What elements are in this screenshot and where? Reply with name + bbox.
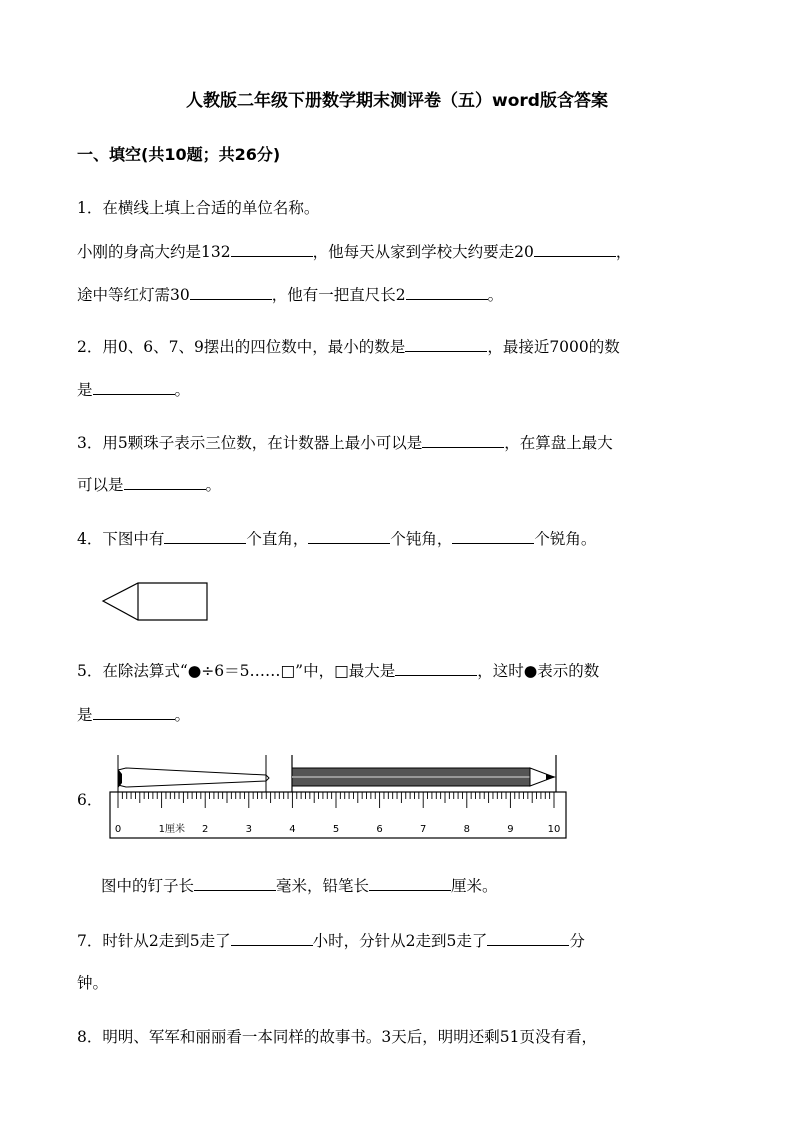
q8-line1: 8．明明、军军和丽丽看一本同样的故事书。3天后，明明还剩51页没有看，	[77, 1028, 597, 1046]
ruler-label: 6	[376, 824, 383, 835]
q1-text: 小刚的身高大约是132	[77, 243, 231, 261]
q2-text: 2．用0、6、7、9摆出的四位数中，最小的数是	[77, 338, 406, 356]
q2-text: ，最接近7000的数	[487, 338, 620, 356]
q5-line1	[77, 659, 599, 681]
q7-line2: 钟。	[77, 974, 109, 992]
ruler-label: 1厘米	[158, 824, 185, 835]
q3-text: 3．用5颗珠子表示三位数，在计数器上最小可以是	[77, 434, 423, 452]
answer-blank[interactable]	[308, 529, 390, 544]
ruler-label: 4	[289, 824, 296, 835]
q1-line3	[77, 283, 503, 305]
answer-blank[interactable]	[406, 285, 488, 300]
answer-blank[interactable]	[164, 529, 246, 544]
q5-text: ，这时●表示的数	[477, 662, 600, 680]
q2-text: 。	[174, 381, 191, 399]
q6-line	[101, 874, 498, 896]
q4-line	[77, 527, 596, 549]
answer-blank[interactable]	[194, 876, 276, 891]
q2-line1	[77, 335, 620, 357]
q1-text: ，	[615, 243, 632, 261]
ruler-label: 3	[245, 824, 252, 835]
q1-text: 途中等红灯需30	[77, 286, 190, 304]
q3-text: ，在算盘上最大	[504, 434, 613, 452]
answer-blank[interactable]	[93, 705, 175, 720]
q3-line2	[77, 473, 221, 495]
q1-text: ，他每天从家到学校大约要走20	[312, 243, 534, 261]
answer-blank[interactable]	[369, 876, 451, 891]
ruler-label: 5	[332, 824, 340, 835]
answer-blank[interactable]	[395, 661, 477, 676]
answer-blank[interactable]	[231, 931, 313, 946]
answer-blank[interactable]	[405, 337, 487, 352]
ruler-label: 7	[420, 824, 427, 835]
q5-line2	[77, 703, 190, 725]
ruler-label: 10	[547, 824, 561, 835]
q3-text: 可以是	[77, 476, 124, 494]
answer-blank[interactable]	[93, 380, 175, 395]
ruler-label: 8	[463, 824, 470, 835]
q5-text: 是	[77, 706, 93, 724]
q7-text: 7．时针从2走到5走了	[77, 932, 231, 950]
q3-text: 。	[205, 476, 222, 494]
q2-text: 是	[77, 381, 93, 399]
section-heading: 一、填空(共10题；共26分)	[77, 145, 281, 164]
q4-text: 个钝角，	[390, 530, 453, 548]
q7-text: 分	[569, 932, 585, 950]
answer-blank[interactable]	[487, 931, 569, 946]
q1-line2	[77, 240, 631, 262]
q4-text: 个直角，	[246, 530, 309, 548]
q4-text: 个锐角。	[534, 530, 597, 548]
answer-blank[interactable]	[124, 475, 206, 490]
q5-text: 。	[174, 706, 191, 724]
ruler-label: 2	[202, 824, 209, 835]
q7-line1	[77, 929, 585, 951]
q3-line1	[77, 431, 613, 453]
ruler-figure	[106, 752, 570, 840]
document-title: 人教版二年级下册数学期末测评卷（五）word版含答案	[186, 91, 608, 111]
q4-text: 4．下图中有	[77, 530, 165, 548]
q6-number: 6．	[77, 791, 103, 809]
q7-text: 小时，分针从2走到5走了	[312, 932, 488, 950]
q6-text: 厘米。	[451, 877, 498, 895]
answer-blank[interactable]	[452, 529, 534, 544]
q6-text: 图中的钉子长	[101, 877, 195, 895]
ruler-label: 0	[114, 824, 122, 835]
q1-text: 。	[487, 286, 504, 304]
answer-blank[interactable]	[534, 242, 616, 257]
answer-blank[interactable]	[231, 242, 313, 257]
q1-prompt: 1．在横线上填上合适的单位名称。	[77, 199, 320, 217]
q6-text: 毫米，铅笔长	[276, 877, 370, 895]
q1-text: ，他有一把直尺长2	[271, 286, 406, 304]
q5-text: 5．在除法算式“●÷6＝5……□”中，□最大是	[77, 662, 396, 680]
q2-line2	[77, 378, 190, 400]
ruler-label: 9	[507, 824, 514, 835]
pentagon-figure	[100, 580, 212, 626]
answer-blank[interactable]	[190, 285, 272, 300]
answer-blank[interactable]	[422, 433, 504, 448]
